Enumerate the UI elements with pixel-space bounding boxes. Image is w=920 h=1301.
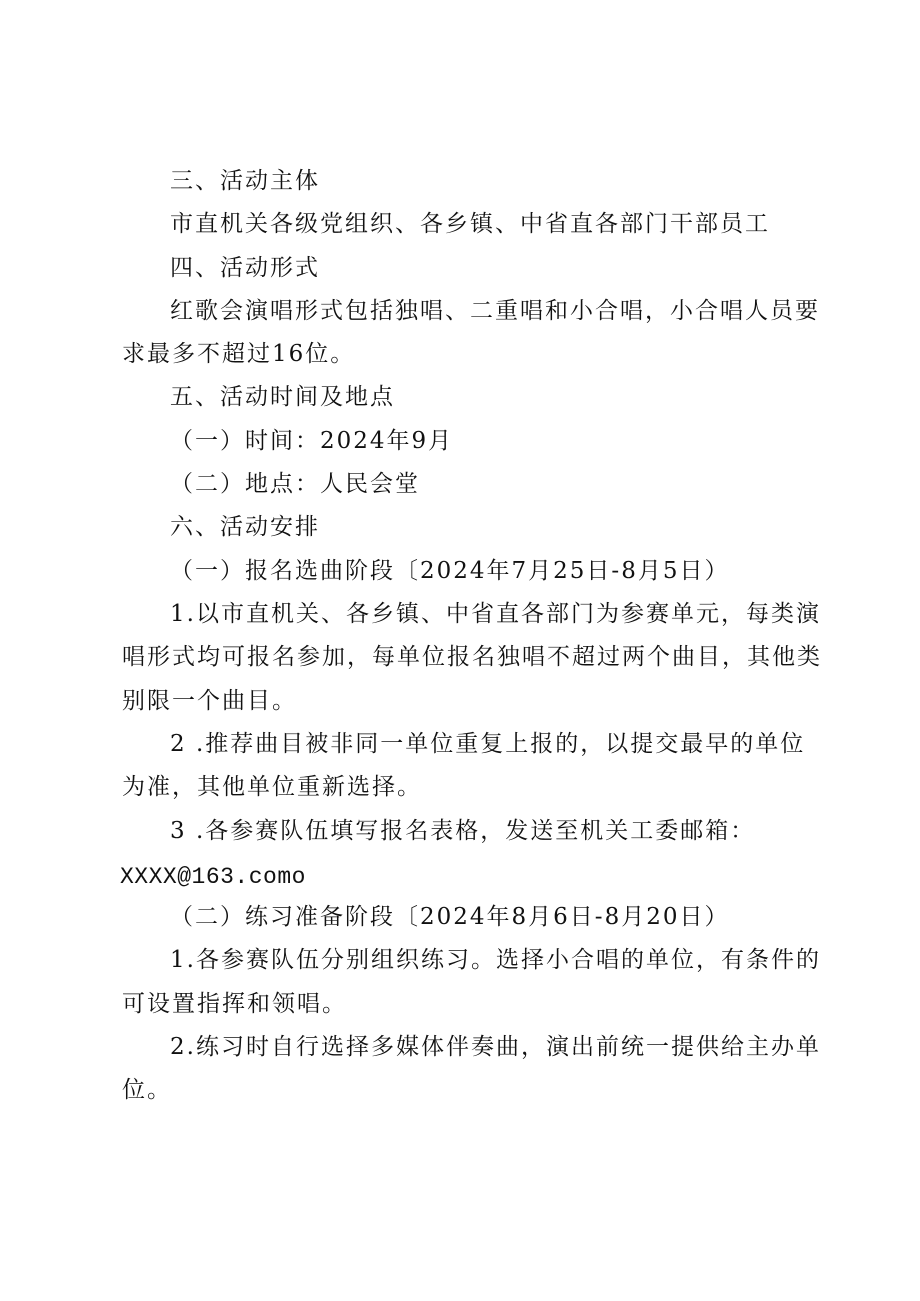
registration-item-2-line-1: 2 .推荐曲目被非同一单位重复上报的，以提交最早的单位 (170, 731, 806, 757)
registration-item-1-line-2: 唱形式均可报名参加，每单位报名独唱不超过两个曲目，其他类 (122, 644, 822, 670)
subheading-registration-stage: （一）报名选曲阶段〔2024年7月25日-8月5日） (170, 558, 730, 584)
item-time: （一）时间：2024年9月 (170, 428, 454, 454)
email-address: XXXX@163.como (120, 864, 306, 890)
practice-item-1-line-2: 可设置指挥和领唱。 (122, 991, 347, 1017)
paragraph-form-line-2: 求最多不超过16位。 (122, 341, 356, 367)
registration-item-2-line-2: 为准，其他单位重新选择。 (122, 774, 422, 800)
paragraph-form-line-1: 红歌会演唱形式包括独唱、二重唱和小合唱，小合唱人员要 (170, 298, 820, 324)
practice-item-2-line-1: 2.练习时自行选择多媒体伴奏曲，演出前统一提供给主办单 (170, 1034, 821, 1060)
heading-activity-form: 四、活动形式 (170, 255, 320, 281)
subheading-practice-stage: （二）练习准备阶段〔2024年8月6日-8月20日） (170, 904, 730, 930)
item-location: （二）地点：人民会堂 (170, 471, 420, 497)
registration-item-3-line-1: 3 .各参赛队伍填写报名表格，发送至机关工委邮箱： (170, 818, 756, 844)
practice-item-1-line-1: 1.各参赛队伍分别组织练习。选择小合唱的单位，有条件的 (170, 947, 821, 973)
paragraph-subject-text: 市直机关各级党组织、各乡镇、中省直各部门干部员工 (170, 211, 770, 237)
practice-item-2-line-2: 位。 (122, 1077, 172, 1103)
heading-activity-arrangement: 六、活动安排 (170, 514, 320, 540)
heading-activity-subject: 三、活动主体 (170, 168, 320, 194)
heading-time-location: 五、活动时间及地点 (170, 384, 395, 410)
registration-item-1-line-3: 别限一个曲目。 (122, 688, 297, 714)
registration-item-1-line-1: 1.以市直机关、各乡镇、中省直各部门为参赛单元，每类演 (170, 601, 821, 627)
